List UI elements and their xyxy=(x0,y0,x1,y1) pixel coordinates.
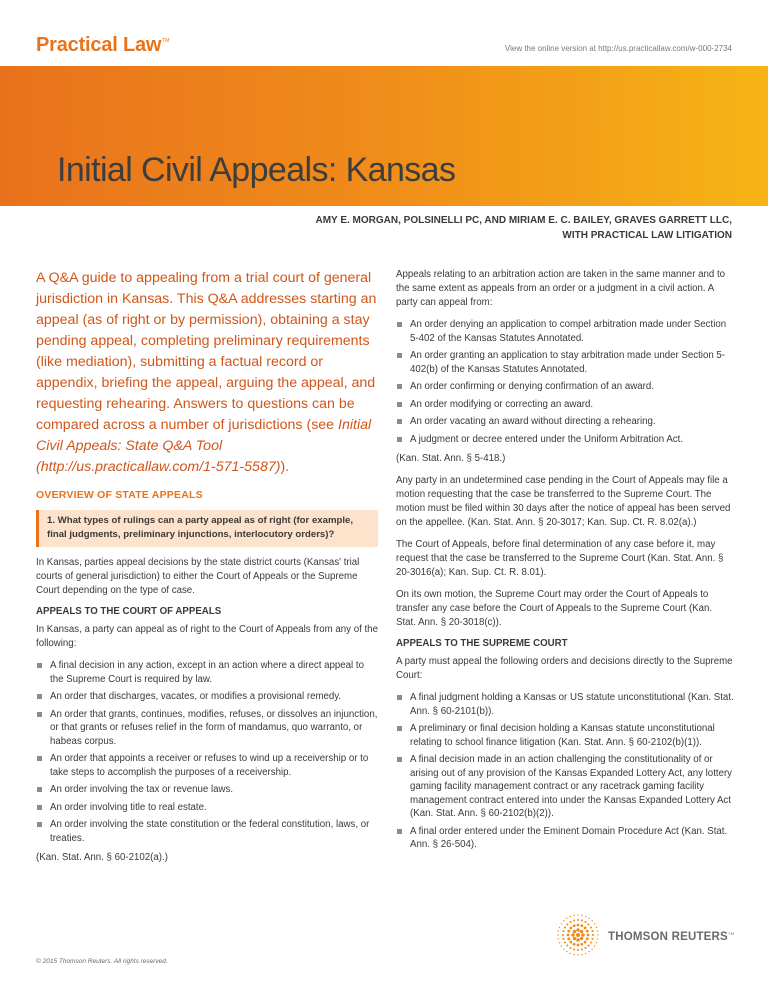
logo-dot xyxy=(573,924,576,927)
logo-dot xyxy=(577,924,580,927)
list-item: A final order entered under the Eminent Domain Procedure Act (Kan. Stat. Ann. § 26-504). xyxy=(396,825,734,852)
logo-dot xyxy=(588,945,590,947)
logo-dot xyxy=(594,945,595,946)
logo-dot xyxy=(580,924,583,927)
logo-dot xyxy=(590,926,592,928)
logo-dot xyxy=(587,934,590,937)
court-of-appeals-intro: In Kansas, a party can appeal as of right to the Court of Appeals from any of the following: xyxy=(36,624,378,649)
logo-dot xyxy=(584,941,587,944)
logo-dot xyxy=(588,951,589,952)
logo-dot xyxy=(588,918,589,919)
logo-dot xyxy=(559,927,560,928)
logo-dot xyxy=(580,930,584,934)
logo-dot xyxy=(586,937,589,940)
copyright-notice: © 2015 Thomson Reuters. All rights reserved. xyxy=(36,958,168,965)
logo-dot xyxy=(561,923,562,924)
arbitration-list xyxy=(396,318,734,446)
logo-dot xyxy=(580,943,583,946)
logo-dot xyxy=(573,919,575,921)
logo-dot xyxy=(577,914,578,915)
logo-dot xyxy=(566,951,567,952)
logo-dot xyxy=(564,941,566,943)
logo-dot xyxy=(585,953,586,954)
overview-heading: OVERVIEW OF STATE APPEALS xyxy=(36,489,203,501)
logo-dot xyxy=(573,930,577,934)
logo-dot xyxy=(566,945,568,947)
logo-dot xyxy=(577,919,579,921)
logo-dot xyxy=(564,926,566,928)
logo-dot xyxy=(588,923,590,925)
logo-dot xyxy=(581,948,583,950)
list-item: A final judgment holding a Kansas or US statute unconstitutional (Kan. Stat. Ann. § 60-2101(b)). xyxy=(396,691,734,718)
logo-dot xyxy=(586,930,589,933)
left-column xyxy=(36,268,378,873)
list-item: An order denying an application to compel arbitration made under Section 5-402 of the Kansas Statutes Annotated. xyxy=(396,318,734,345)
logo-dot xyxy=(559,942,560,943)
authors-line-1: AMY E. MORGAN, POLSINELLI PC, AND MIRIAM E. C. BAILEY, GRAVES GARRETT LLC, xyxy=(315,215,732,226)
logo-dot xyxy=(577,954,578,955)
logo-dot xyxy=(557,934,558,935)
logo-dot xyxy=(561,945,562,946)
logo-dot xyxy=(567,934,570,937)
online-version-link[interactable]: View the online version at http://us.practicallaw.com/w-000-2734 xyxy=(504,44,732,53)
logo-dot xyxy=(585,916,586,917)
list-item: An order vacating an award without directing a rehearing. xyxy=(396,415,734,429)
authors-line-2: WITH PRACTICAL LAW LITIGATION xyxy=(562,230,732,241)
state-qa-tool-link[interactable]: Initial Civil Appeals: State Q&A Tool (http://us.practicallaw.com/1-571-5587) xyxy=(36,417,372,475)
list-item: An order that discharges, vacates, or modifies a provisional remedy. xyxy=(36,690,378,704)
court-of-appeals-citation: (Kan. Stat. Ann. § 60-2102(a).) xyxy=(36,852,168,863)
logo-dot xyxy=(597,930,598,931)
supreme-court-heading: APPEALS TO THE SUPREME COURT xyxy=(396,638,568,649)
transfer-request-paragraph: The Court of Appeals, before final determination of any case before it, may request that the case be transferred to the Supreme Court (Kan. Stat. Ann. § 20-3016(a); Kan. Sup. Ct. R. 8.01). xyxy=(396,539,724,578)
logo-dot xyxy=(577,944,580,947)
overview-paragraph: In Kansas, parties appeal decisions by the state district courts (Kansas' trial courts of general jurisdiction) to either the Court of Appeals or the Supreme Court depending on the type of case. xyxy=(36,557,360,596)
logo-dot xyxy=(573,915,574,916)
list-item: An order involving the tax or revenue laws. xyxy=(36,783,378,797)
logo-dot xyxy=(562,938,564,940)
logo-dot xyxy=(584,921,586,923)
logo-dot xyxy=(581,915,582,916)
list-item: A final decision in any action, except in an action where a direct appeal to the Supreme Court is required by law. xyxy=(36,659,378,686)
logo-dot xyxy=(562,934,564,936)
logo-dot xyxy=(570,941,573,944)
authors-byline xyxy=(212,213,732,243)
logo-dot xyxy=(576,928,580,932)
logo-dot xyxy=(570,916,571,917)
logo-dot xyxy=(592,934,594,936)
logo-dot xyxy=(581,954,582,955)
logo-dot xyxy=(566,918,567,919)
logo-dot xyxy=(591,920,592,921)
logo-dot xyxy=(590,941,592,943)
logo-dot xyxy=(577,949,579,951)
transfer-motion-paragraph: Any party in an undetermined case pending in the Court of Appeals may file a motion requesting that the case be transferred to the Supreme Court. The motion must be filed within 30 days after the notice of appeal has been served on the appellee. (Kan. Stat. Ann. § 20-3017; Kan. Sup. Ct. R. 8.02(a).) xyxy=(396,475,731,528)
list-item: An order modifying or correcting an award. xyxy=(396,398,734,412)
logo-dot xyxy=(562,930,564,932)
court-of-appeals-list xyxy=(36,659,378,845)
logo-dot xyxy=(567,930,570,933)
logo-dot xyxy=(576,933,580,937)
logo-dot xyxy=(566,923,568,925)
logo-dot xyxy=(591,948,592,949)
logo-dot xyxy=(563,920,564,921)
own-motion-paragraph: On its own motion, the Supreme Court may order the Court of Appeals to transfer any case before the Court of Appeals to the Supreme Court (Kan. Stat. Ann. § 20-3018(c)). xyxy=(396,589,713,628)
arbitration-intro: Appeals relating to an arbitration action are taken in the same manner and to the same extent as appeals from an order or a judgment in a civil action. A party can appeal from: xyxy=(396,269,726,308)
logo-dot xyxy=(581,919,583,921)
list-item: A preliminary or final decision holding a Kansas statute unconstitutional relating to school finance litigation (Kan. Stat. Ann. § 60-2102(b)(1)). xyxy=(396,722,734,749)
logo-dot xyxy=(580,937,584,941)
logo-dot xyxy=(594,923,595,924)
logo-dot xyxy=(596,942,597,943)
logo-dot xyxy=(567,937,570,940)
logo-dot xyxy=(581,933,585,937)
thomson-reuters-wordmark: THOMSON REUTERS™ xyxy=(608,931,735,943)
list-item: A judgment or decree entered under the Uniform Arbitration Act. xyxy=(396,433,734,447)
list-item: An order confirming or denying confirmation of an award. xyxy=(396,380,734,394)
logo-dot xyxy=(573,948,575,950)
supreme-court-list xyxy=(396,691,734,852)
logo-dot xyxy=(569,947,571,949)
court-of-appeals-heading: APPEALS TO THE COURT OF APPEALS xyxy=(36,606,222,617)
logo-dot xyxy=(570,953,571,954)
supreme-court-intro: A party must appeal the following orders and decisions directly to the Supreme Court: xyxy=(396,656,733,681)
list-item: An order granting an application to stay arbitration made under Section 5-402(b) of the Kansas Statutes Annotated. xyxy=(396,349,734,376)
logo-dot xyxy=(591,938,593,940)
question-box: 1. What types of rulings can a party appeal as of right (for example, final judgments, preliminary injunctions, interlocutory orders)? xyxy=(36,510,378,547)
list-item: An order that appoints a receiver or refuses to wind up a receivership or to take steps to accomplish the purposes of a receivership. xyxy=(36,752,378,779)
logo-dot xyxy=(584,927,587,930)
logo-dot xyxy=(573,954,574,955)
logo-dot xyxy=(558,930,559,931)
logo-dot xyxy=(558,938,559,939)
list-item: An order that grants, continues, modifies, refuses, or dissolves an injunction, or that grants or refuses relief in the form of mandamus, quo warranto, or habeas corpus. xyxy=(36,708,378,749)
logo-dot xyxy=(584,947,586,949)
logo-dot xyxy=(576,938,580,942)
logo-dot xyxy=(571,933,575,937)
arbitration-citation: (Kan. Stat. Ann. § 5-418.) xyxy=(396,453,506,464)
page-title: Initial Civil Appeals: Kansas xyxy=(57,151,456,189)
right-column xyxy=(396,268,734,858)
intro-summary: A Q&A guide to appealing from a trial court of general jurisdiction in Kansas. This Q&A addresses starting an appeal (as of right or by permission), obtaining a stay pending appeal, completing preliminary requirements (like mediation), submitting a factual record or appendix, briefing the appeal, arguing the appeal, and requesting rehearing. Answers to questions can be compared across a number of jurisdictions (see Initial Civil Appeals: State Q&A Tool (http://us.practicallaw.com/1-571-5587)). xyxy=(36,270,377,475)
practical-law-logo[interactable]: Practical Law™ xyxy=(36,34,170,56)
logo-dot xyxy=(563,948,564,949)
list-item: An order involving the state constitution or the federal constitution, laws, or treaties. xyxy=(36,818,378,845)
list-item: A final decision made in an action challenging the constitutionality of or arising out of any provision of the Kansas Expanded Lottery Act, any lottery gaming facility management contract or any racetrack gaming facility management contract entered into under the Kansas Expanded Lottery Act (Kan. Stat. Ann. § 60-2102(b)(2)). xyxy=(396,753,734,821)
logo-dot xyxy=(573,937,577,941)
logo-dot xyxy=(597,938,598,939)
logo-dot xyxy=(596,927,597,928)
logo-dot xyxy=(573,943,576,946)
list-item: An order involving title to real estate. xyxy=(36,801,378,815)
logo-dot xyxy=(569,921,571,923)
logo-dot xyxy=(570,927,573,930)
logo-dot xyxy=(591,930,593,932)
logo-dot xyxy=(597,934,598,935)
